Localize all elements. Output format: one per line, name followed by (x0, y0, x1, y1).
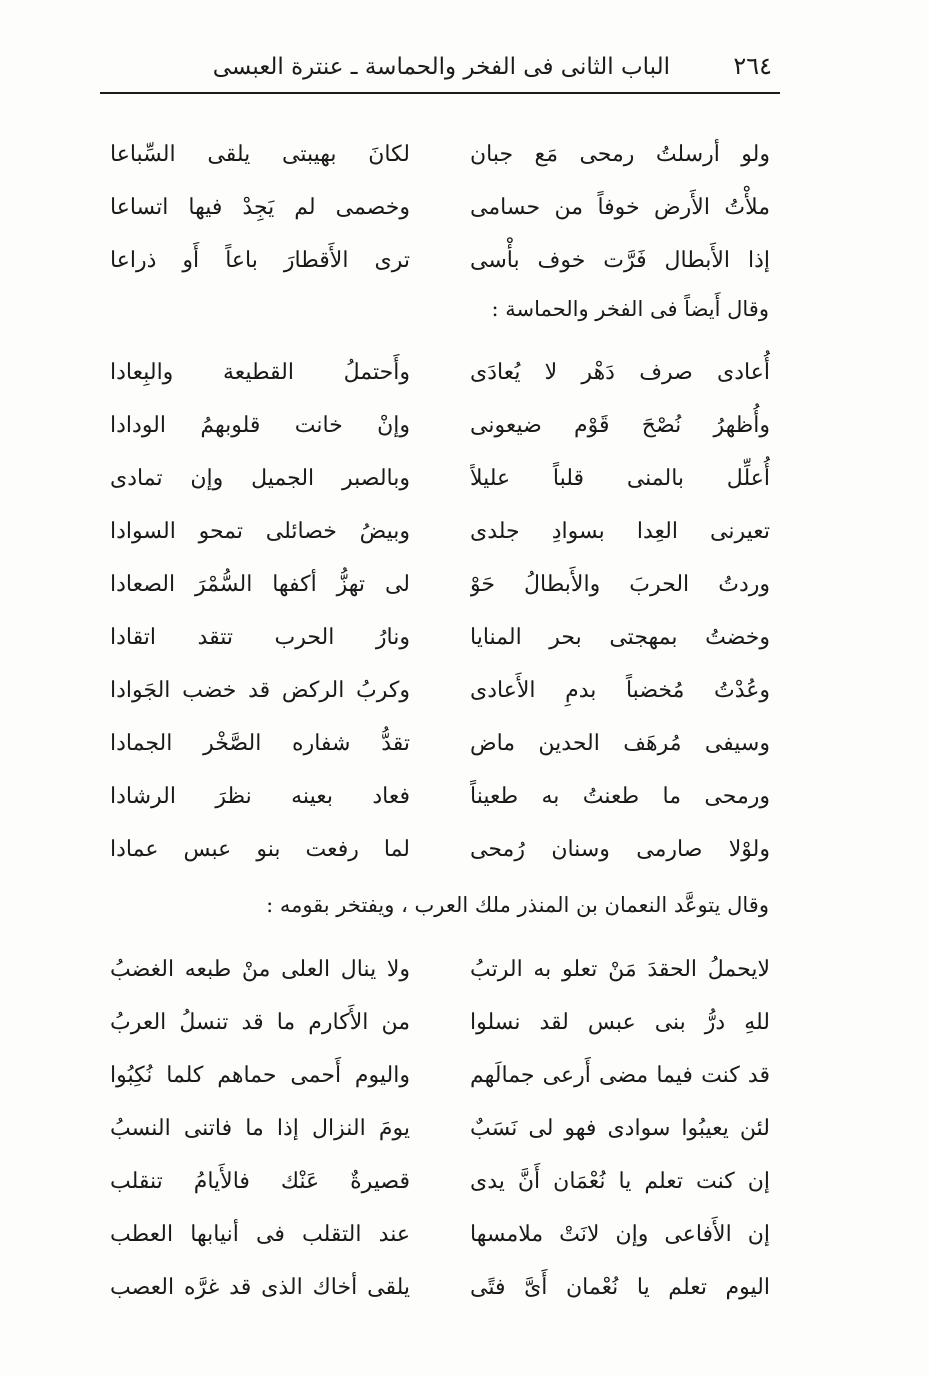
first-hemistich: ورمحى ما طعنتُ به طعيناً (470, 784, 770, 809)
first-hemistich: لايحملُ الحقدَ مَنْ تعلو به الرتبُ (470, 957, 770, 982)
second-hemistich: لى تهزُّ أكفها السُّمْرَ الصعادا (110, 572, 410, 597)
first-hemistich: ملأْتُ الأَرض خوفاً من حسامى (470, 195, 770, 220)
second-hemistich: عند التقلب فى أنيابها العطب (110, 1222, 410, 1247)
second-hemistich: لما رفعت بنو عبس عمادا (110, 837, 410, 862)
second-hemistich: ولا ينال العلى منْ طبعه الغضبُ (110, 957, 410, 982)
verse (110, 1208, 770, 1261)
page-header (100, 48, 780, 94)
verse (110, 234, 770, 287)
first-hemistich: ولوْلا صارمى وسنان رُمحى (470, 837, 770, 862)
verse (110, 943, 770, 996)
first-hemistich: وعُدْتُ مُخضباً بدمِ الأَعادى (470, 678, 770, 703)
verse (110, 505, 770, 558)
verse (110, 558, 770, 611)
first-hemistich: اليوم تعلم يا نُعْمان أَىَّ فتًى (470, 1275, 770, 1300)
first-hemistich: أُعادى صرف دَهْر لا يُعادَى (470, 360, 770, 385)
first-hemistich: إن الأَفاعى وإن لانَتْ ملامسها (470, 1222, 770, 1247)
poem-3 (110, 943, 770, 1314)
page-number: ٢٦٤ (733, 52, 772, 80)
first-hemistich: وأُظهرُ نُصْحَ قَوْم ضيعونى (470, 413, 770, 438)
first-hemistich: وردتُ الحربَ والأَبطالُ حَوْ (470, 572, 770, 597)
first-hemistich: تعيرنى العِدا بسوادِ جلدى (470, 519, 770, 544)
running-head: الباب الثانى فى الفخر والحماسة ـ عنترة العبسى (212, 54, 670, 80)
verse (110, 128, 770, 181)
second-hemistich: وإنْ خانت قلوبهمُ الودادا (110, 413, 410, 438)
second-hemistich: وخصمى لم يَجِدْ فيها اتساعا (110, 195, 410, 220)
verse (110, 770, 770, 823)
verse (110, 664, 770, 717)
second-hemistich: ترى الأَقطارَ باعاً أَو ذراعا (110, 248, 410, 273)
verse (110, 452, 770, 505)
verse (110, 181, 770, 234)
first-hemistich: قد كنت فيما مضى أَرعى جمالَهم (470, 1063, 770, 1088)
header-rule (100, 92, 780, 94)
first-hemistich: إن كنت تعلم يا نُعْمَان أَنَّ يدى (470, 1169, 770, 1194)
second-hemistich: يومَ النزال إذا ما فاتنى النسبُ (110, 1116, 410, 1141)
first-hemistich: لئن يعيبُوا سوادى فهو لى نَسَبٌ (470, 1116, 770, 1141)
first-hemistich: أُعلِّل بالمنى قلباً عليلاً (470, 466, 770, 491)
second-hemistich: وبالصبر الجميل وإن تمادى (110, 466, 410, 491)
verse (110, 717, 770, 770)
second-hemistich: وأَحتملُ القطيعة والبِعادا (110, 360, 410, 385)
second-hemistich: وكربُ الركض قد خضب الجَوادا (110, 678, 410, 703)
verse (110, 823, 770, 876)
verse (110, 1261, 770, 1314)
poem-intro: وقال يتوعَّد النعمان بن المنذر ملك العرب ، ويفتخر بقومه : (266, 893, 769, 917)
poem-intro: وقال أَيضاً فى الفخر والحماسة : (491, 297, 769, 321)
verse (110, 996, 770, 1049)
second-hemistich: من الأَكارم ما قد تنسلُ العربُ (110, 1010, 410, 1035)
second-hemistich: لكانَ بهيبتى يلقى السِّباعا (110, 142, 410, 167)
poem-1 (110, 128, 770, 287)
second-hemistich: واليوم أَحمى حماهم كلما نُكِبُوا (110, 1063, 410, 1088)
first-hemistich: للهِ درُّ بنى عبس لقد نسلوا (470, 1010, 770, 1035)
second-hemistich: قصيرةٌ عَنْك فالأَيامُ تنقلب (110, 1169, 410, 1194)
second-hemistich: يلقى أخاك الذى قد غرَّه العصب (110, 1275, 410, 1300)
second-hemistich: ونارُ الحرب تتقد اتقادا (110, 625, 410, 650)
first-hemistich: وخضتُ بمهجتى بحر المنايا (470, 625, 770, 650)
poem-2 (110, 346, 770, 876)
second-hemistich: فعاد بعينه نظرَ الرشادا (110, 784, 410, 809)
first-hemistich: وسيفى مُرهَف الحدين ماض (470, 731, 770, 756)
verse (110, 1155, 770, 1208)
first-hemistich: ولو أرسلتُ رمحى مَع جبان (470, 142, 770, 167)
second-hemistich: وبيضُ خصائلى تمحو السوادا (110, 519, 410, 544)
second-hemistich: تقدُّ شفاره الصَّخْر الجمادا (110, 731, 410, 756)
verse (110, 1049, 770, 1102)
verse (110, 346, 770, 399)
verse (110, 1102, 770, 1155)
first-hemistich: إذا الأَبطال فَرَّت خوف بأْسى (470, 248, 770, 273)
verse (110, 399, 770, 452)
verse (110, 611, 770, 664)
